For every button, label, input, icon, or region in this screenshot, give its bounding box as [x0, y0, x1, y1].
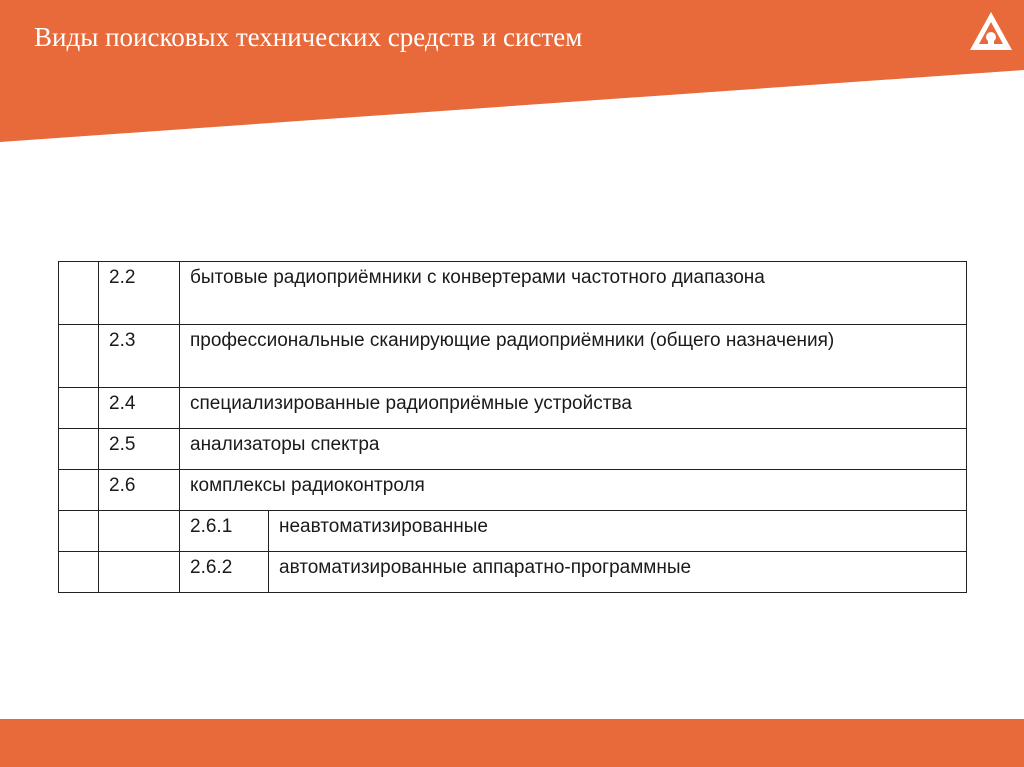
item-text: анализаторы спектра	[180, 429, 967, 470]
table	[58, 261, 967, 593]
table-row	[59, 325, 967, 388]
item-number: 2.6	[99, 470, 180, 511]
subitem-text: неавтоматизированные	[269, 511, 967, 552]
logo-a-icon	[968, 10, 1014, 52]
item-number: 2.4	[99, 388, 180, 429]
item-text: комплексы радиоконтроля	[180, 470, 967, 511]
item-number: 2.5	[99, 429, 180, 470]
item-number: 2.2	[99, 262, 180, 325]
footer-band	[0, 719, 1024, 767]
empty-cell	[59, 325, 99, 388]
item-text: бытовые радиоприёмники с конвертерами частотного диапазона	[180, 262, 967, 325]
empty-cell	[59, 552, 99, 593]
table-row	[59, 470, 967, 511]
empty-cell	[59, 388, 99, 429]
classification-table	[58, 261, 966, 593]
empty-cell	[99, 511, 180, 552]
table-row	[59, 429, 967, 470]
table-subrow	[59, 511, 967, 552]
empty-cell	[99, 552, 180, 593]
subitem-text: автоматизированные аппаратно-программные	[269, 552, 967, 593]
table-row	[59, 262, 967, 325]
empty-cell	[59, 470, 99, 511]
slide-title: Виды поисковых технических средств и систем	[34, 22, 583, 52]
empty-cell	[59, 429, 99, 470]
table-row	[59, 388, 967, 429]
table-subrow	[59, 552, 967, 593]
item-number: 2.3	[99, 325, 180, 388]
item-text: профессиональные сканирующие радиоприёмники (общего назначения)	[180, 325, 967, 388]
empty-cell	[59, 262, 99, 325]
empty-cell	[59, 511, 99, 552]
item-text: специализированные радиоприёмные устройства	[180, 388, 967, 429]
subitem-number: 2.6.2	[180, 552, 269, 593]
subitem-number: 2.6.1	[180, 511, 269, 552]
